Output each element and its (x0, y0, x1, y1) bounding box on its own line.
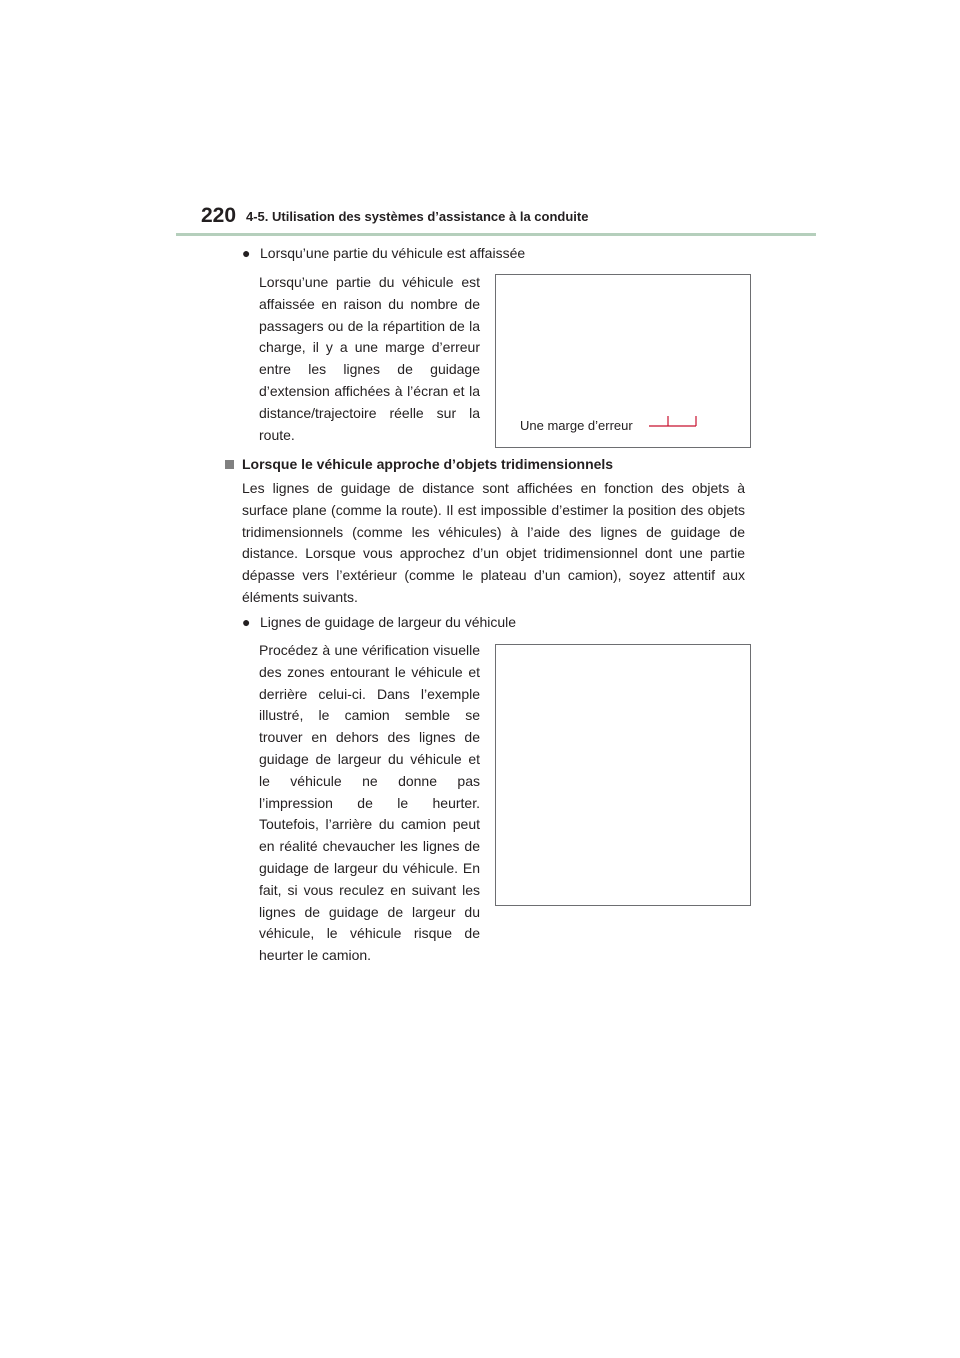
paragraph-width-lines: Procédez à une vérification visuelle des zones entourant le véhicule et derrière celui-ci. Dans l’exemple illustré, le camion semble se trouver en dehors des lignes de guidage de largeur du véhicule et le véhicule ne donne pas l’impression de le heurter. Toutefois, l’arrière du camion peut en réalité chevaucher les lignes de guidage de largeur du véhicule. En fait, si vous reculez en suivant les lignes de guidage de largeur du véhicule, le véhicule risque de heurter le camion. (259, 642, 480, 964)
header-rule (176, 233, 816, 236)
section-title: 4-5. Utilisation des systèmes d’assistance à la conduite (246, 209, 589, 224)
page-header (176, 204, 816, 236)
paragraph-sagging: Lorsqu’une partie du véhicule est affaissée en raison du nombre de passagers ou de la répartition de la charge, il y a une marge d’erreur entre les lignes de guidage d’extension affichées à l’écran et la distance/trajectoire réelle sur la route. (259, 274, 480, 443)
figure-truck (495, 644, 751, 906)
bullet-dot-icon: ● (242, 245, 251, 261)
section-square-icon (225, 460, 234, 469)
figure-label-error-margin: Une marge d’erreur (520, 418, 633, 433)
paragraph-three-d: Les lignes de guidage de distance sont affichées en fonction des objets à surface plane (comme la route). Il est impossible d’estimer la position des objets tridimensionnels (comme les véhicules) à l’aide des lignes de guidage de distance. Lorsque vous approchez d’un objet tridimensionnel dont une partie dépasse vers l’extérieur (comme le plateau d’un camion), soyez attentif aux éléments suivants. (242, 480, 745, 605)
bullet-dot-icon: ● (242, 614, 251, 630)
bullet-title-width-lines: Lignes de guidage de largeur du véhicule (260, 614, 517, 630)
page-number: 220 (201, 204, 237, 227)
heading-three-d: Lorsque le véhicule approche d’objets tridimensionnels (242, 456, 614, 472)
bullet-title-sagging: Lorsqu’une partie du véhicule est affaissée (260, 245, 526, 261)
figure-sagging (495, 274, 751, 448)
error-margin-bracket-icon (648, 413, 698, 427)
